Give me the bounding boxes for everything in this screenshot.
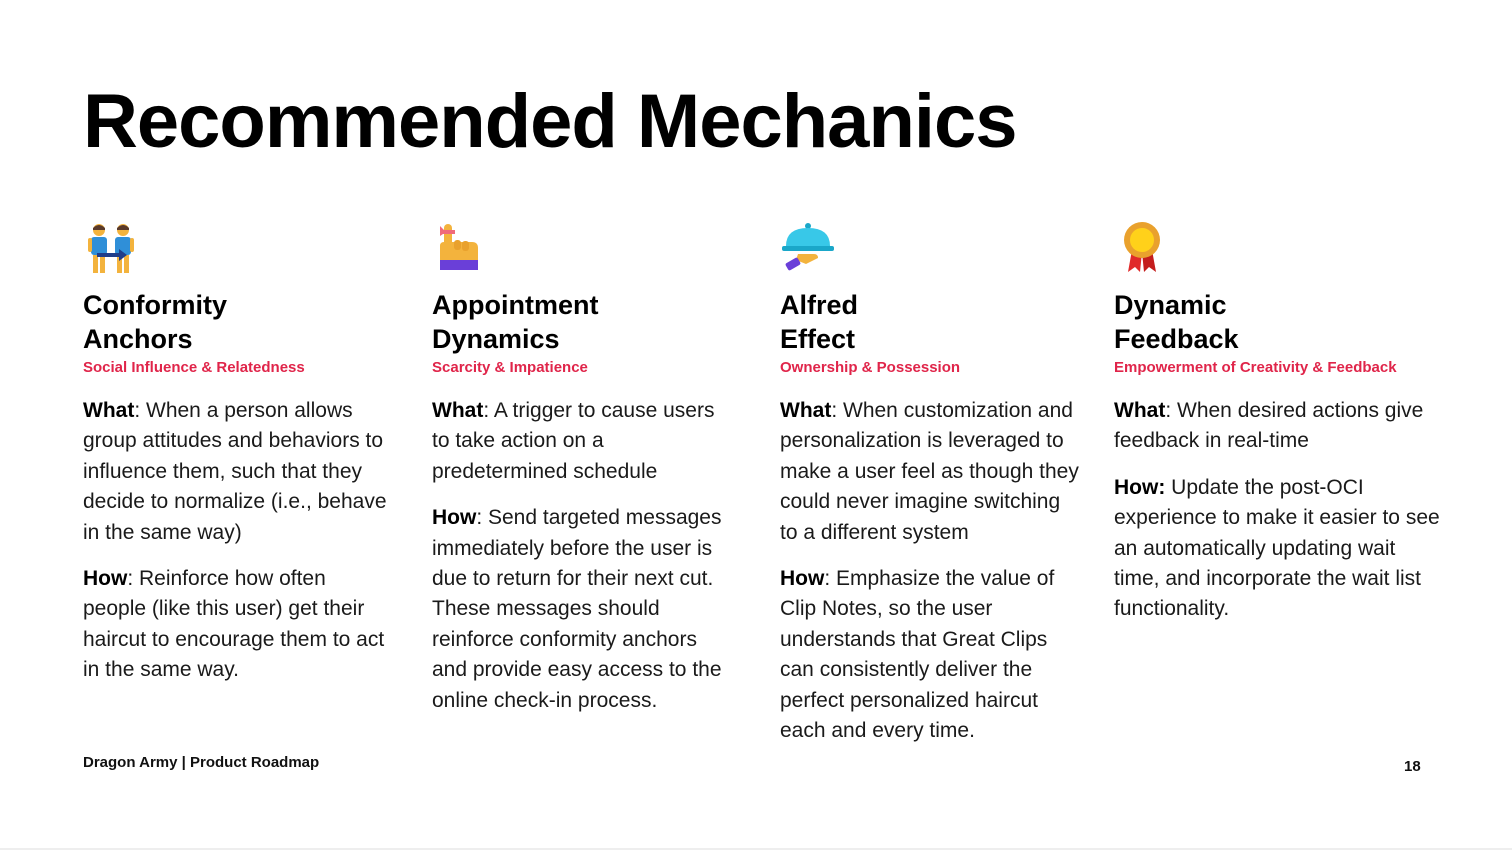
what-paragraph	[432, 396, 737, 487]
mechanic-card-appointment-dynamics	[432, 220, 737, 716]
mechanic-heading: Conformity Anchors	[83, 290, 227, 354]
how-text: : Reinforce how often people (like this user) get their haircut to encourage them to act in the same way.	[83, 567, 385, 682]
what-paragraph	[1114, 396, 1444, 457]
how-paragraph	[1114, 473, 1444, 625]
mechanic-subtitle: Scarcity & Impatience	[432, 359, 588, 376]
mechanic-card-alfred-effect	[780, 220, 1080, 746]
mechanic-subtitle: Empowerment of Creativity & Feedback	[1114, 359, 1397, 376]
what-text: : A trigger to cause users to take action on a predetermined schedule	[432, 399, 715, 483]
how-paragraph	[432, 503, 737, 716]
how-label: How	[432, 506, 477, 530]
how-text: : Emphasize the value of Clip Notes, so the user understands that Great Clips can consistently deliver the perfect personalized haircut each and every time.	[780, 567, 1055, 743]
serving-cloche-icon	[780, 220, 836, 276]
what-label: What	[83, 399, 135, 422]
what-text: : When desired actions give feedback in real-time	[1114, 399, 1424, 453]
what-paragraph	[83, 396, 388, 548]
what-label: What	[780, 399, 832, 422]
how-label: How:	[1114, 475, 1166, 499]
finger-string-reminder-icon	[432, 220, 488, 276]
page-title: Recommended Mechanics	[83, 79, 1017, 164]
what-label: What	[432, 399, 484, 422]
how-text: Update the post-OCI experience to make it easier to see an automatically updating wait time, and incorporate the wait list functionality.	[1114, 475, 1440, 621]
what-paragraph	[780, 396, 1080, 548]
what-label: What	[1114, 399, 1166, 422]
how-paragraph	[780, 564, 1080, 746]
how-text: : Send targeted messages immediately before the user is due to return for their next cut. These messages should reinforce conformity anchors and provide easy access to the online check-in process.	[432, 506, 722, 712]
how-label: How	[780, 567, 825, 591]
mechanic-heading: Appointment Dynamics	[432, 290, 599, 354]
mechanic-heading: Dynamic Feedback	[1114, 290, 1239, 354]
footer-text: Dragon Army | Product Roadmap	[83, 754, 320, 771]
what-text: : When customization and personalization is leveraged to make a user feel as though they could never imagine switching to a different system	[780, 399, 1079, 544]
mechanic-heading: Alfred Effect	[780, 290, 859, 354]
what-text: : When a person allows group attitudes and behaviors to influence them, such that they decide to normalize (i.e., behave in the same way)	[83, 399, 387, 544]
page-number: 18	[1404, 758, 1421, 775]
people-exchange-icon	[83, 220, 139, 276]
mechanic-subtitle: Ownership & Possession	[780, 359, 961, 376]
mechanic-card-conformity-anchors	[83, 220, 388, 686]
how-label: How	[83, 567, 128, 591]
mechanic-subtitle: Social Influence & Relatedness	[83, 359, 305, 376]
medal-icon	[1114, 220, 1170, 276]
mechanic-card-dynamic-feedback	[1114, 220, 1444, 625]
how-paragraph	[83, 564, 388, 686]
